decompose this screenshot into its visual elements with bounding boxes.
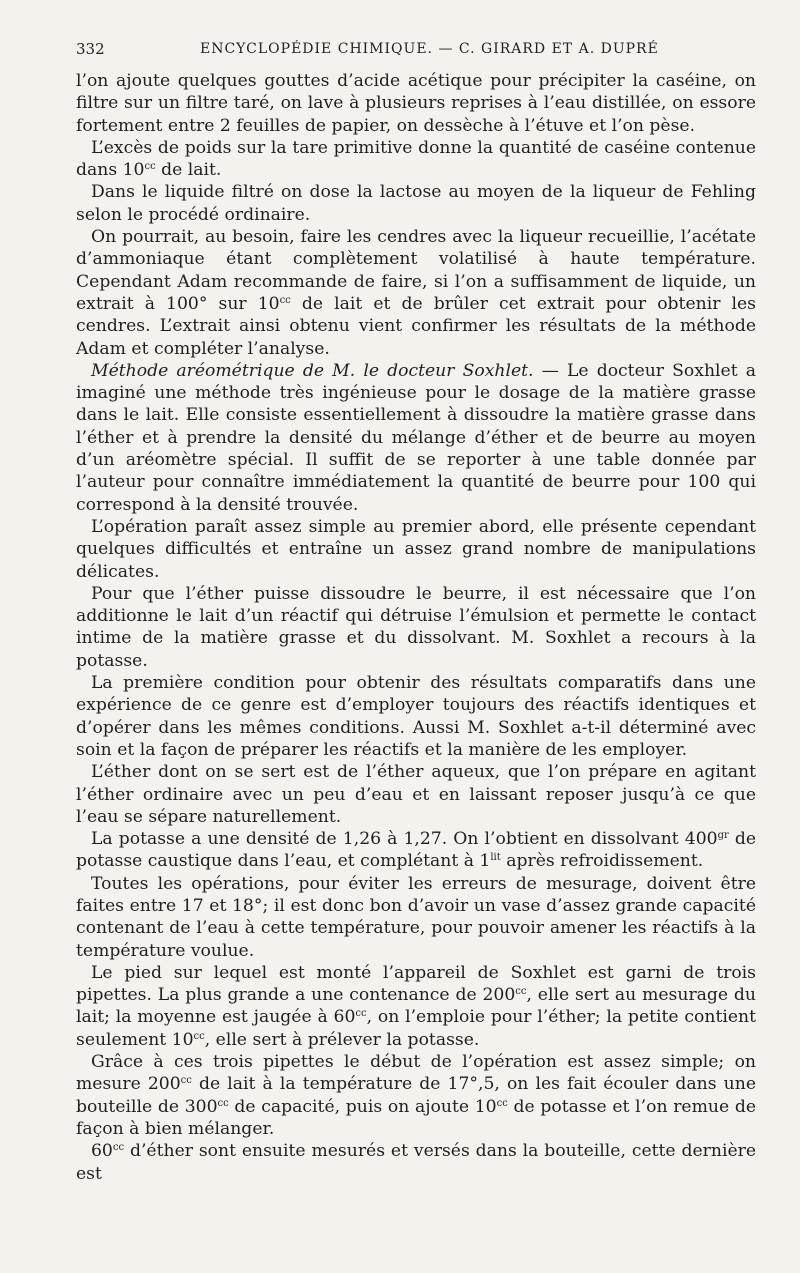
paragraph <box>76 828 756 873</box>
superscript-unit: cc <box>217 1097 229 1109</box>
text-segment: de lait à la température de 17°,5, on les fait écouler dans une bouteille de 300 <box>76 1074 756 1117</box>
text-segment: , elle sert à prélever la potasse. <box>204 1029 480 1050</box>
superscript-unit: lit <box>490 852 501 864</box>
text-segment: , elle sert au mesurage du lait; la moyenne est jaugée à 60 <box>76 985 756 1028</box>
text-segment: La première condition pour obtenir des résultats comparatifs dans une expérience de ce genre est d’employer toujours des réactifs identiques et d’opérer dans les mêmes conditions. Aussi M. Soxhlet a-t-il déterminé avec soin et la façon de préparer les réactifs et la manière de les employer. <box>76 673 756 760</box>
paragraph <box>76 761 756 828</box>
text-segment: 60 <box>91 1141 113 1162</box>
text-segment: d’éther sont ensuite mesurés et versés dans la bouteille, cette dernière est <box>76 1141 756 1184</box>
text-segment: La potasse a une densité de 1,26 à 1,27. On l’obtient en dissolvant 400 <box>91 829 718 850</box>
superscript-unit: gr <box>717 830 729 842</box>
text-segment: L’opération paraît assez simple au premier abord, elle présente cependant quelques difficultés et entraîne un assez grand nombre de manipulations délicates. <box>76 516 756 582</box>
superscript-unit: cc <box>355 1008 367 1020</box>
text-segment: — Le docteur Soxhlet a imaginé une méthode très ingénieuse pour le dosage de la matière grasse dans le lait. Elle consiste essentiellement à dissoudre la matière grasse dans l’éther et à prendre la densité du mélange d’éther et de beurre au moyen d’un aréomètre spécial. Il suffit de se reporter à une table donnée par l’auteur pour connaître immédiatement la quantité de beurre pour 100 qui correspond à la densité trouvée. <box>76 360 756 515</box>
superscript-unit: cc <box>496 1097 508 1109</box>
running-title: ENCYCLOPÉDIE CHIMIQUE. — C. GIRARD ET A. DUPRÉ <box>200 41 659 57</box>
text-segment: L’éther dont on se sert est de l’éther aqueux, que l’on prépare en agitant l’éther ordinaire avec un peu d’eau et en laissant reposer jusqu’à ce que l’eau se sépare naturellement. <box>76 762 756 827</box>
text-segment: On pourrait, au besoin, faire les cendres avec la liqueur recueillie, l’acétate d’ammoniaque étant complètement volatilisé à haute température. Cependant Adam recommande de faire, si l’on a suffisamment de liquide, un extrait à 100° sur 10 <box>76 227 756 314</box>
paragraph <box>76 516 756 583</box>
paragraph <box>76 583 756 672</box>
paragraph <box>76 137 756 182</box>
paragraph <box>76 1051 756 1140</box>
page-header <box>76 40 756 64</box>
superscript-unit: cc <box>515 986 527 998</box>
text-segment: de potasse caustique dans l’eau, et complétant à 1 <box>76 829 756 872</box>
text-segment: , on l’emploie pour l’éther; la petite contient seulement 10 <box>76 1007 756 1050</box>
text-segment: de lait et de brûler cet extrait pour obtenir les cendres. L’extrait ainsi obtenu vient confirmer les résultats de la méthode Adam et compléter l’analyse. <box>76 293 756 359</box>
superscript-unit: cc <box>180 1075 192 1087</box>
text-segment: de potasse et l’on remue de façon à bien mélanger. <box>76 1096 756 1139</box>
paragraph <box>76 873 756 962</box>
text-segment: Pour que l’éther puisse dissoudre le beurre, il est nécessaire que l’on additionne le lait d’un réactif qui détruise l’émulsion et permette le contact intime de la matière grasse et du dissolvant. M. Soxhlet a recours à la potasse. <box>76 583 756 671</box>
text-segment: Dans le liquide filtré on dose la lactose au moyen de la liqueur de Fehling selon le procédé ordinaire. <box>76 182 756 225</box>
paragraph <box>76 70 756 137</box>
superscript-unit: cc <box>193 1030 205 1042</box>
section-heading-italic: Méthode aréométrique de M. le docteur Soxhlet. <box>91 360 534 381</box>
text-segment: Toutes les opérations, pour éviter les erreurs de mesurage, doivent être faites entre 17 et 18°; il est donc bon d’avoir un vase d’assez grande capacité contenant de l’eau à cette température, pour pouvoir amener les réactifs à la température voulue. <box>76 873 756 961</box>
body-text <box>76 70 756 1185</box>
text-segment: Le pied sur lequel est monté l’appareil de Soxhlet est garni de trois pipettes. La plus grande a une contenance de 200 <box>76 962 756 1006</box>
paragraph <box>76 672 756 761</box>
paragraph <box>76 962 756 1051</box>
text-segment: l’on ajoute quelques gouttes d’acide acétique pour précipiter la caséine, on filtre sur un filtre taré, on lave à plusieurs reprises à l’eau distillée, on essore fortement entre 2 feuilles de papier, on dessèche à l’étuve et l’on pèse. <box>76 71 756 136</box>
paragraph <box>76 181 756 226</box>
superscript-unit: cc <box>112 1142 125 1154</box>
text-segment: L’excès de poids sur la tare primitive donne la quantité de caséine contenue dans 10 <box>76 137 756 181</box>
text-segment: de capacité, puis on ajoute 10 <box>228 1096 497 1117</box>
superscript-unit: cc <box>279 294 291 306</box>
page-number: 332 <box>76 40 105 58</box>
paragraph <box>76 226 756 360</box>
text-segment: de lait. <box>155 160 222 181</box>
text-segment: Grâce à ces trois pipettes le début de l’opération est assez simple; on mesure 200 <box>76 1052 756 1095</box>
paragraph <box>76 360 756 516</box>
text-segment: après refroidissement. <box>500 851 704 872</box>
paragraph <box>76 1140 756 1185</box>
superscript-unit: cc <box>144 161 156 173</box>
